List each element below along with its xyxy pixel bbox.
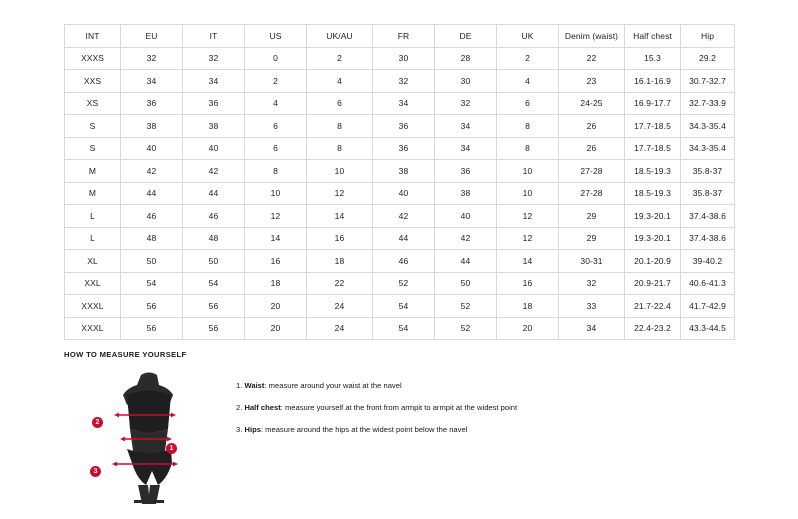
table-cell: 38 (183, 115, 245, 138)
table-cell: 42 (373, 205, 435, 228)
table-cell: L (65, 205, 121, 228)
table-cell: 37.4-38.6 (681, 205, 735, 228)
table-cell: 40 (435, 205, 497, 228)
table-cell: 6 (307, 92, 373, 115)
table-cell: 56 (183, 317, 245, 340)
table-cell: 48 (121, 227, 183, 250)
table-cell: 12 (497, 227, 559, 250)
table-cell: 37.4-38.6 (681, 227, 735, 250)
table-cell: 10 (497, 182, 559, 205)
size-table (64, 24, 735, 340)
table-cell: 30-31 (559, 250, 625, 273)
table-cell: XXS (65, 70, 121, 93)
table-cell: 8 (497, 115, 559, 138)
table-row (65, 137, 735, 160)
table-cell: 52 (435, 295, 497, 318)
table-header-cell: Denim (waist) (559, 25, 625, 48)
measure-note (236, 403, 517, 412)
table-cell: 32 (435, 92, 497, 115)
table-cell: 50 (121, 250, 183, 273)
table-header-cell: EU (121, 25, 183, 48)
table-cell: 56 (121, 317, 183, 340)
table-cell: 26 (559, 115, 625, 138)
table-cell: 10 (245, 182, 307, 205)
table-cell: 20 (245, 295, 307, 318)
table-cell: 34.3-35.4 (681, 137, 735, 160)
table-row (65, 115, 735, 138)
table-cell: S (65, 115, 121, 138)
table-cell: 36 (373, 137, 435, 160)
table-cell: 28 (435, 47, 497, 70)
table-cell: 35.8-37 (681, 182, 735, 205)
table-cell: 26 (559, 137, 625, 160)
table-cell: 44 (435, 250, 497, 273)
table-cell: 22 (559, 47, 625, 70)
table-cell: 6 (245, 137, 307, 160)
table-row (65, 317, 735, 340)
table-cell: 34 (121, 70, 183, 93)
table-row (65, 295, 735, 318)
table-row (65, 92, 735, 115)
table-cell: 50 (183, 250, 245, 273)
table-cell: M (65, 160, 121, 183)
table-cell: 16.9-17.7 (625, 92, 681, 115)
table-cell: 6 (497, 92, 559, 115)
table-header-cell: FR (373, 25, 435, 48)
table-header-cell: UK (497, 25, 559, 48)
table-cell: L (65, 227, 121, 250)
table-cell: 19.3-20.1 (625, 205, 681, 228)
measure-note-term: Half chest (244, 402, 281, 412)
table-cell: XXXL (65, 317, 121, 340)
table-row (65, 205, 735, 228)
table-cell: 30 (435, 70, 497, 93)
table-cell: S (65, 137, 121, 160)
table-cell: 2 (307, 47, 373, 70)
table-cell: 12 (245, 205, 307, 228)
table-cell: 29.2 (681, 47, 735, 70)
table-cell: 40 (183, 137, 245, 160)
table-row (65, 227, 735, 250)
size-table-container (64, 24, 734, 340)
measure-note (236, 381, 517, 390)
how-to-measure-title: HOW TO MEASURE YOURSELF (64, 350, 187, 359)
table-header-cell: UK/AU (307, 25, 373, 48)
table-row (65, 160, 735, 183)
table-cell: 18.5-19.3 (625, 182, 681, 205)
measure-note-index: 3. (236, 424, 243, 434)
table-cell: 36 (435, 160, 497, 183)
table-cell: 12 (497, 205, 559, 228)
table-cell: 44 (121, 182, 183, 205)
marker-1: 1 (166, 443, 177, 454)
table-cell: 39-40.2 (681, 250, 735, 273)
table-cell: 19.3-20.1 (625, 227, 681, 250)
table-cell: 14 (245, 227, 307, 250)
table-cell: 27-28 (559, 160, 625, 183)
table-cell: 34 (435, 137, 497, 160)
table-cell: 33 (559, 295, 625, 318)
table-cell: 38 (121, 115, 183, 138)
table-cell: 42 (435, 227, 497, 250)
measure-note-text: : measure around your waist at the navel (264, 381, 402, 390)
table-cell: 14 (307, 205, 373, 228)
table-cell: 40 (373, 182, 435, 205)
table-row (65, 272, 735, 295)
table-header-cell: IT (183, 25, 245, 48)
measure-note (236, 425, 517, 434)
table-cell: 2 (245, 70, 307, 93)
table-cell: 52 (373, 272, 435, 295)
table-cell: 46 (183, 205, 245, 228)
table-cell: 12 (307, 182, 373, 205)
table-cell: 34 (559, 317, 625, 340)
table-cell: XXL (65, 272, 121, 295)
table-cell: 16 (497, 272, 559, 295)
table-row (65, 47, 735, 70)
table-header-cell: INT (65, 25, 121, 48)
table-cell: 10 (497, 160, 559, 183)
table-cell: 0 (245, 47, 307, 70)
measure-note-index: 2. (236, 402, 243, 412)
table-cell: 52 (435, 317, 497, 340)
table-cell: M (65, 182, 121, 205)
table-cell: 4 (307, 70, 373, 93)
table-cell: 18 (497, 295, 559, 318)
table-cell: 56 (121, 295, 183, 318)
table-row (65, 70, 735, 93)
table-cell: 16 (307, 227, 373, 250)
table-header-cell: Hip (681, 25, 735, 48)
table-cell: 38 (373, 160, 435, 183)
table-cell: 17.7-18.5 (625, 115, 681, 138)
table-cell: 41.7-42.9 (681, 295, 735, 318)
table-cell: 32 (559, 272, 625, 295)
measure-note-index: 1. (236, 381, 243, 390)
table-cell: 40 (121, 137, 183, 160)
table-cell: XS (65, 92, 121, 115)
table-cell: 8 (307, 137, 373, 160)
table-cell: 36 (183, 92, 245, 115)
marker-2: 2 (92, 417, 103, 428)
table-header-row (65, 25, 735, 48)
how-to-measure-body (64, 369, 764, 504)
mannequin-figure (94, 369, 204, 504)
table-cell: 48 (183, 227, 245, 250)
table-cell: 35.8-37 (681, 160, 735, 183)
table-cell: XXXL (65, 295, 121, 318)
measure-note-text: : measure yourself at the front from armpit to armpit at the widest point (280, 402, 518, 412)
table-cell: 42 (183, 160, 245, 183)
table-cell: 40.6-41.3 (681, 272, 735, 295)
table-cell: 16.1-16.9 (625, 70, 681, 93)
table-cell: 54 (183, 272, 245, 295)
table-cell: 18.5-19.3 (625, 160, 681, 183)
table-cell: 24-25 (559, 92, 625, 115)
table-cell: 54 (373, 295, 435, 318)
table-cell: 34 (435, 115, 497, 138)
table-cell: 32.7-33.9 (681, 92, 735, 115)
mannequin-illustration (94, 369, 204, 504)
table-cell: 16 (245, 250, 307, 273)
table-cell: 54 (373, 317, 435, 340)
table-cell: 22.4-23.2 (625, 317, 681, 340)
table-cell: 36 (373, 115, 435, 138)
table-cell: 54 (121, 272, 183, 295)
table-cell: XL (65, 250, 121, 273)
table-cell: 18 (245, 272, 307, 295)
table-cell: 8 (497, 137, 559, 160)
table-cell: 44 (373, 227, 435, 250)
table-cell: XXXS (65, 47, 121, 70)
table-cell: 46 (121, 205, 183, 228)
table-row (65, 182, 735, 205)
table-cell: 38 (435, 182, 497, 205)
table-cell: 15.3 (625, 47, 681, 70)
how-to-measure-section (64, 350, 764, 504)
table-cell: 32 (183, 47, 245, 70)
table-cell: 2 (497, 47, 559, 70)
table-cell: 14 (497, 250, 559, 273)
table-cell: 50 (435, 272, 497, 295)
measure-note-term: Hips (244, 424, 261, 434)
table-cell: 29 (559, 205, 625, 228)
table-cell: 32 (373, 70, 435, 93)
table-cell: 4 (497, 70, 559, 93)
table-cell: 17.7-18.5 (625, 137, 681, 160)
table-cell: 29 (559, 227, 625, 250)
table-cell: 42 (121, 160, 183, 183)
table-cell: 30.7-32.7 (681, 70, 735, 93)
marker-3: 3 (90, 466, 101, 477)
measure-note-term: Waist (244, 381, 265, 390)
table-cell: 23 (559, 70, 625, 93)
measure-notes (236, 381, 517, 447)
table-header-cell: US (245, 25, 307, 48)
table-cell: 27-28 (559, 182, 625, 205)
table-cell: 24 (307, 317, 373, 340)
table-cell: 34.3-35.4 (681, 115, 735, 138)
table-cell: 20 (245, 317, 307, 340)
table-cell: 8 (245, 160, 307, 183)
table-cell: 22 (307, 272, 373, 295)
table-cell: 34 (183, 70, 245, 93)
table-cell: 56 (183, 295, 245, 318)
table-cell: 34 (373, 92, 435, 115)
table-cell: 20.9-21.7 (625, 272, 681, 295)
table-cell: 46 (373, 250, 435, 273)
table-cell: 18 (307, 250, 373, 273)
table-cell: 20 (497, 317, 559, 340)
table-cell: 21.7-22.4 (625, 295, 681, 318)
table-header-cell: Half chest (625, 25, 681, 48)
table-cell: 10 (307, 160, 373, 183)
table-cell: 8 (307, 115, 373, 138)
table-cell: 44 (183, 182, 245, 205)
table-row (65, 250, 735, 273)
table-cell: 4 (245, 92, 307, 115)
measure-note-text: : measure around the hips at the widest point below the navel (260, 424, 468, 434)
table-cell: 43.3-44.5 (681, 317, 735, 340)
table-cell: 30 (373, 47, 435, 70)
table-cell: 20.1-20.9 (625, 250, 681, 273)
table-cell: 6 (245, 115, 307, 138)
table-header-cell: DE (435, 25, 497, 48)
table-cell: 32 (121, 47, 183, 70)
table-cell: 24 (307, 295, 373, 318)
table-cell: 36 (121, 92, 183, 115)
